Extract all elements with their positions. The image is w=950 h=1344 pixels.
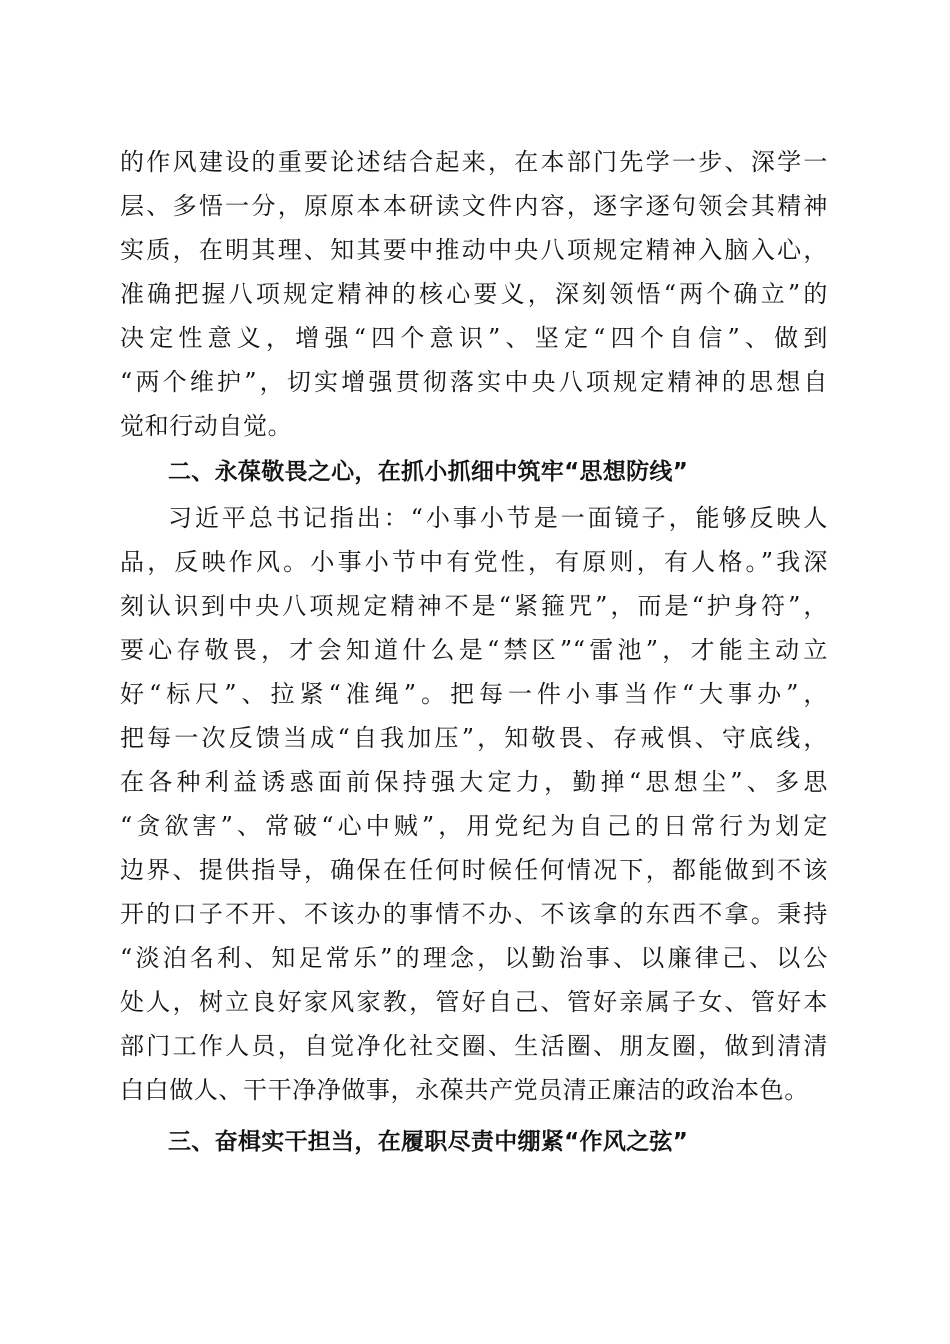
- paragraph-line: “贪欲害”、常破“心中贼”，用党纪为自己的日常行为划定: [120, 812, 828, 840]
- paragraph-line: 边界、提供指导，确保在任何时候任何情况下，都能做到不该: [120, 856, 828, 884]
- paragraph-line: 的作风建设的重要论述结合起来，在本部门先学一步、深学一: [120, 148, 828, 176]
- paragraph-line: 好“标尺”、拉紧“准绳”。把每一件小事当作“大事办”，: [120, 680, 828, 708]
- paragraph-line: 实质，在明其理、知其要中推动中央八项规定精神入脑入心，: [120, 236, 828, 264]
- paragraph-line: 在各种利益诱惑面前保持强大定力，勤掸“思想尘”、多思: [120, 768, 828, 796]
- paragraph-line: 白白做人、干干净净做事，永葆共产党员清正廉洁的政治本色。: [120, 1076, 809, 1104]
- paragraph-line: “淡泊名利、知足常乐”的理念，以勤治事、以廉律己、以公: [120, 944, 828, 972]
- section-heading-2: 二、永葆敬畏之心，在抓小抓细中筑牢“思想防线”: [168, 459, 689, 485]
- paragraph-1: [120, 140, 828, 448]
- paragraph-line: 部门工作人员，自觉净化社交圈、生活圈、朋友圈，做到清清: [120, 1032, 828, 1060]
- section-heading-3: 三、奋楫实干担当，在履职尽责中绷紧“作风之弦”: [168, 1129, 689, 1155]
- paragraph-line: 决定性意义，增强“四个意识”、坚定“四个自信”、做到: [120, 324, 828, 352]
- paragraph-line: 刻认识到中央八项规定精神不是“紧箍咒”，而是“护身符”，: [120, 592, 828, 620]
- paragraph-2: [120, 496, 828, 1112]
- paragraph-line: 层、多悟一分，原原本本研读文件内容，逐字逐句领会其精神: [120, 192, 828, 220]
- paragraph-line: 要心存敬畏，才会知道什么是“禁区”“雷池”，才能主动立: [120, 636, 828, 664]
- paragraph-line: 习近平总书记指出：“小事小节是一面镜子，能够反映人: [168, 504, 828, 532]
- paragraph-line: “两个维护”，切实增强贯彻落实中央八项规定精神的思想自: [120, 368, 828, 396]
- paragraph-line: 开的口子不开、不该办的事情不办、不该拿的东西不拿。秉持: [120, 900, 828, 928]
- paragraph-line: 觉和行动自觉。: [120, 412, 293, 440]
- paragraph-line: 把每一次反馈当成“自我加压”，知敬畏、存戒惧、守底线，: [120, 724, 828, 752]
- paragraph-line: 品，反映作风。小事小节中有党性，有原则，有人格。”我深: [120, 548, 828, 576]
- paragraph-line: 处人，树立良好家风家教，管好自己、管好亲属子女、管好本: [120, 988, 828, 1016]
- paragraph-line: 准确把握八项规定精神的核心要义，深刻领悟“两个确立”的: [120, 280, 828, 308]
